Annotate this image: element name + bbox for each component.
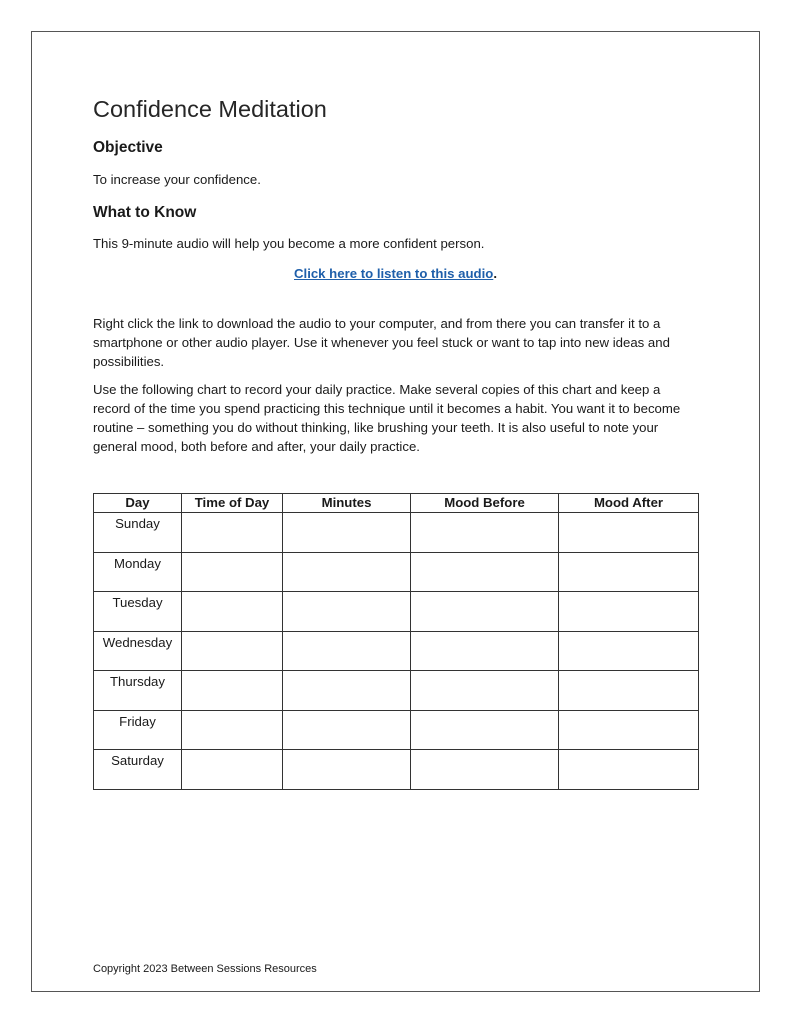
time-of-day-cell[interactable] <box>182 710 283 750</box>
time-of-day-cell[interactable] <box>182 592 283 632</box>
day-cell: Sunday <box>94 513 182 553</box>
objective-text: To increase your confidence. <box>93 172 261 187</box>
what-to-know-heading: What to Know <box>93 204 197 221</box>
header-mood-after: Mood After <box>559 494 699 513</box>
mood-before-cell[interactable] <box>411 513 559 553</box>
day-cell: Tuesday <box>94 592 182 632</box>
table-row <box>94 710 699 750</box>
audio-link-line <box>93 264 698 283</box>
time-of-day-cell[interactable] <box>182 552 283 592</box>
mood-after-cell[interactable] <box>559 671 699 711</box>
mood-after-cell[interactable] <box>559 552 699 592</box>
mood-after-cell[interactable] <box>559 592 699 632</box>
mood-before-cell[interactable] <box>411 750 559 790</box>
mood-before-cell[interactable] <box>411 631 559 671</box>
mood-after-cell[interactable] <box>559 513 699 553</box>
mood-after-cell[interactable] <box>559 631 699 671</box>
minutes-cell[interactable] <box>283 513 411 553</box>
mood-after-cell[interactable] <box>559 710 699 750</box>
minutes-cell[interactable] <box>283 671 411 711</box>
day-cell: Monday <box>94 552 182 592</box>
chart-instructions: Use the following chart to record your daily practice. Make several copies of this chart and keep a record of the time you spend practicing this technique until it becomes a habit. You want it to become routine – something you do without thinking, like brushing your teeth. It is also useful to note your general mood, both before and after, your daily practice. <box>93 382 681 454</box>
mood-after-cell[interactable] <box>559 750 699 790</box>
table-row <box>94 592 699 632</box>
table-header-row <box>94 494 699 513</box>
download-instructions: Right click the link to download the audio to your computer, and from there you can transfer it to a smartphone or other audio player. Use it whenever you feel stuck or want to tap into new ideas and possibilities. <box>93 316 670 369</box>
page-title: Confidence Meditation <box>93 96 327 122</box>
time-of-day-cell[interactable] <box>182 750 283 790</box>
mood-before-cell[interactable] <box>411 710 559 750</box>
minutes-cell[interactable] <box>283 750 411 790</box>
listen-audio-link[interactable]: Click here to listen to this audio <box>294 266 494 281</box>
time-of-day-cell[interactable] <box>182 513 283 553</box>
mood-before-cell[interactable] <box>411 552 559 592</box>
minutes-cell[interactable] <box>283 631 411 671</box>
practice-log-table <box>93 493 699 790</box>
minutes-cell[interactable] <box>283 710 411 750</box>
copyright-footer: Copyright 2023 Between Sessions Resources <box>93 963 317 975</box>
table-row <box>94 671 699 711</box>
header-time-of-day: Time of Day <box>182 494 283 513</box>
day-cell: Wednesday <box>94 631 182 671</box>
minutes-cell[interactable] <box>283 592 411 632</box>
what-to-know-text: This 9-minute audio will help you become a more confident person. <box>93 236 485 251</box>
day-cell: Thursday <box>94 671 182 711</box>
mood-before-cell[interactable] <box>411 671 559 711</box>
header-mood-before: Mood Before <box>411 494 559 513</box>
time-of-day-cell[interactable] <box>182 671 283 711</box>
table-row <box>94 750 699 790</box>
day-cell: Friday <box>94 710 182 750</box>
table-row <box>94 631 699 671</box>
table-row <box>94 513 699 553</box>
header-day: Day <box>94 494 182 513</box>
objective-heading: Objective <box>93 139 163 156</box>
time-of-day-cell[interactable] <box>182 631 283 671</box>
minutes-cell[interactable] <box>283 552 411 592</box>
table-row <box>94 552 699 592</box>
document-content <box>93 92 698 790</box>
link-period: . <box>493 266 497 281</box>
mood-before-cell[interactable] <box>411 592 559 632</box>
day-cell: Saturday <box>94 750 182 790</box>
header-minutes: Minutes <box>283 494 411 513</box>
